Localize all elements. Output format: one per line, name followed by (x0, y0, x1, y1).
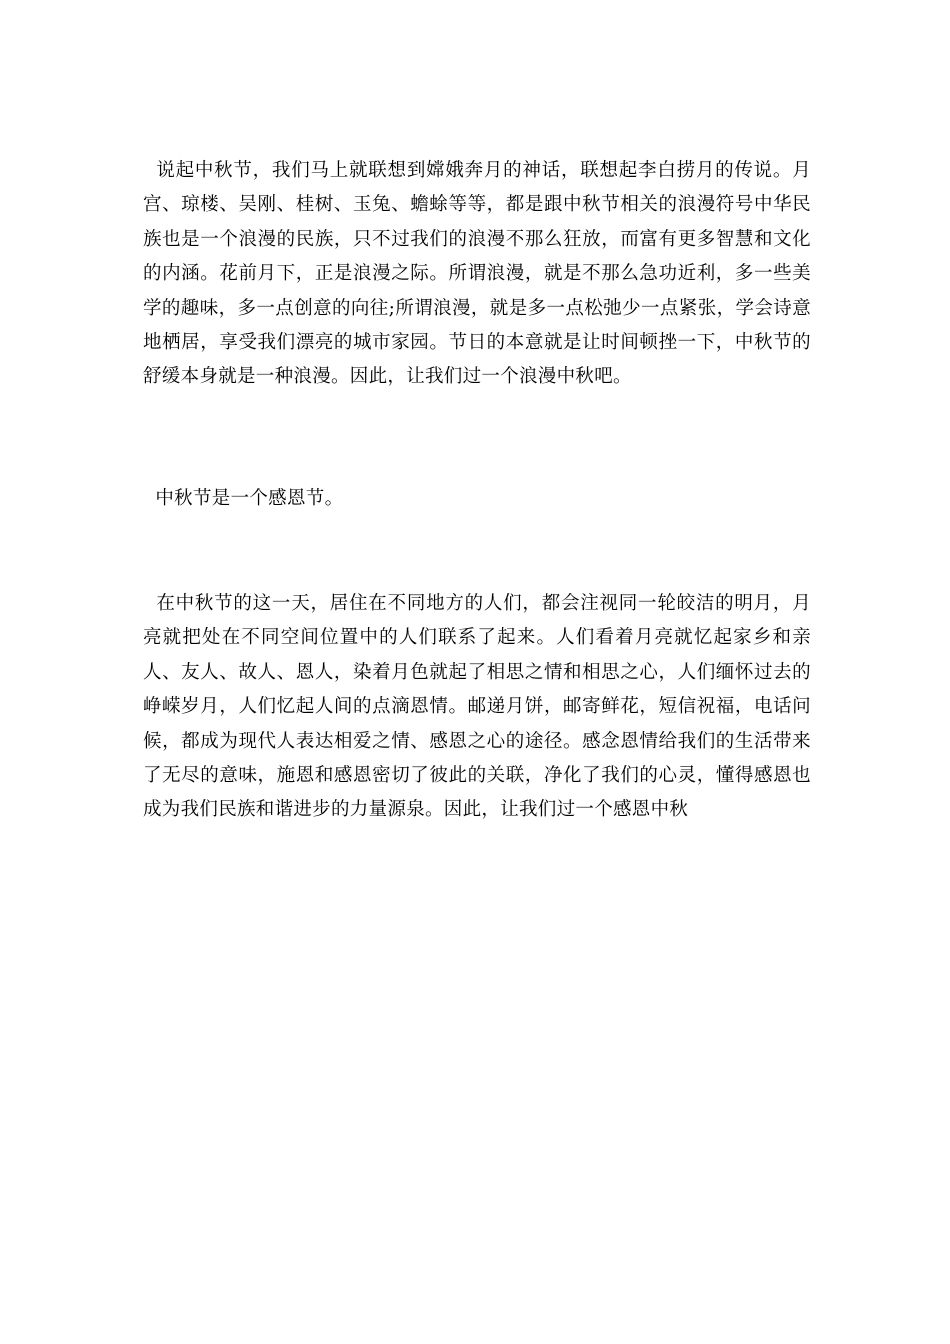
paragraph-gratitude-heading: 中秋节是一个感恩节。 (143, 488, 344, 509)
paragraph-romantic-mid-autumn: 说起中秋节，我们马上就联想到嫦娥奔月的神话，联想起李白捞月的传说。月宫、琼楼、吴刚、桂树、玉兔、蟾蜍等等，都是跟中秋节相关的浪漫符号中华民族也是一个浪漫的民族，只不过我们的浪漫不那么狂放，而富有更多智慧和文化的内涵。花前月下，正是浪漫之际。所谓浪漫，就是不那么急功近利，多一些美学的趣味，多一点创意的向往;所谓浪漫，就是多一点松弛少一点紧张，学会诗意地栖居，享受我们漂亮的城市家园。节日的本意就是让时间顿挫一下，中秋节的舒缓本身就是一种浪漫。因此，让我们过一个浪漫中秋吧。 (143, 160, 811, 388)
paragraph-gratitude-mid-autumn: 在中秋节的这一天，居住在不同地方的人们，都会注视同一轮皎洁的明月，月亮就把处在不同空间位置中的人们联系了起来。人们看着月亮就忆起家乡和亲人、友人、故人、恩人，染着月色就起了相思之情和相思之心，人们缅怀过去的峥嵘岁月，人们忆起人间的点滴恩情。邮递月饼，邮寄鲜花，短信祝福，电话问候，都成为现代人表达相爱之情、感恩之心的途径。感念恩情给我们的生活带来了无尽的意味，施恩和感恩密切了彼此的关联，净化了我们的心灵，懂得感恩也成为我们民族和谐进步的力量源泉。因此，让我们过一个感恩中秋 (143, 593, 811, 821)
